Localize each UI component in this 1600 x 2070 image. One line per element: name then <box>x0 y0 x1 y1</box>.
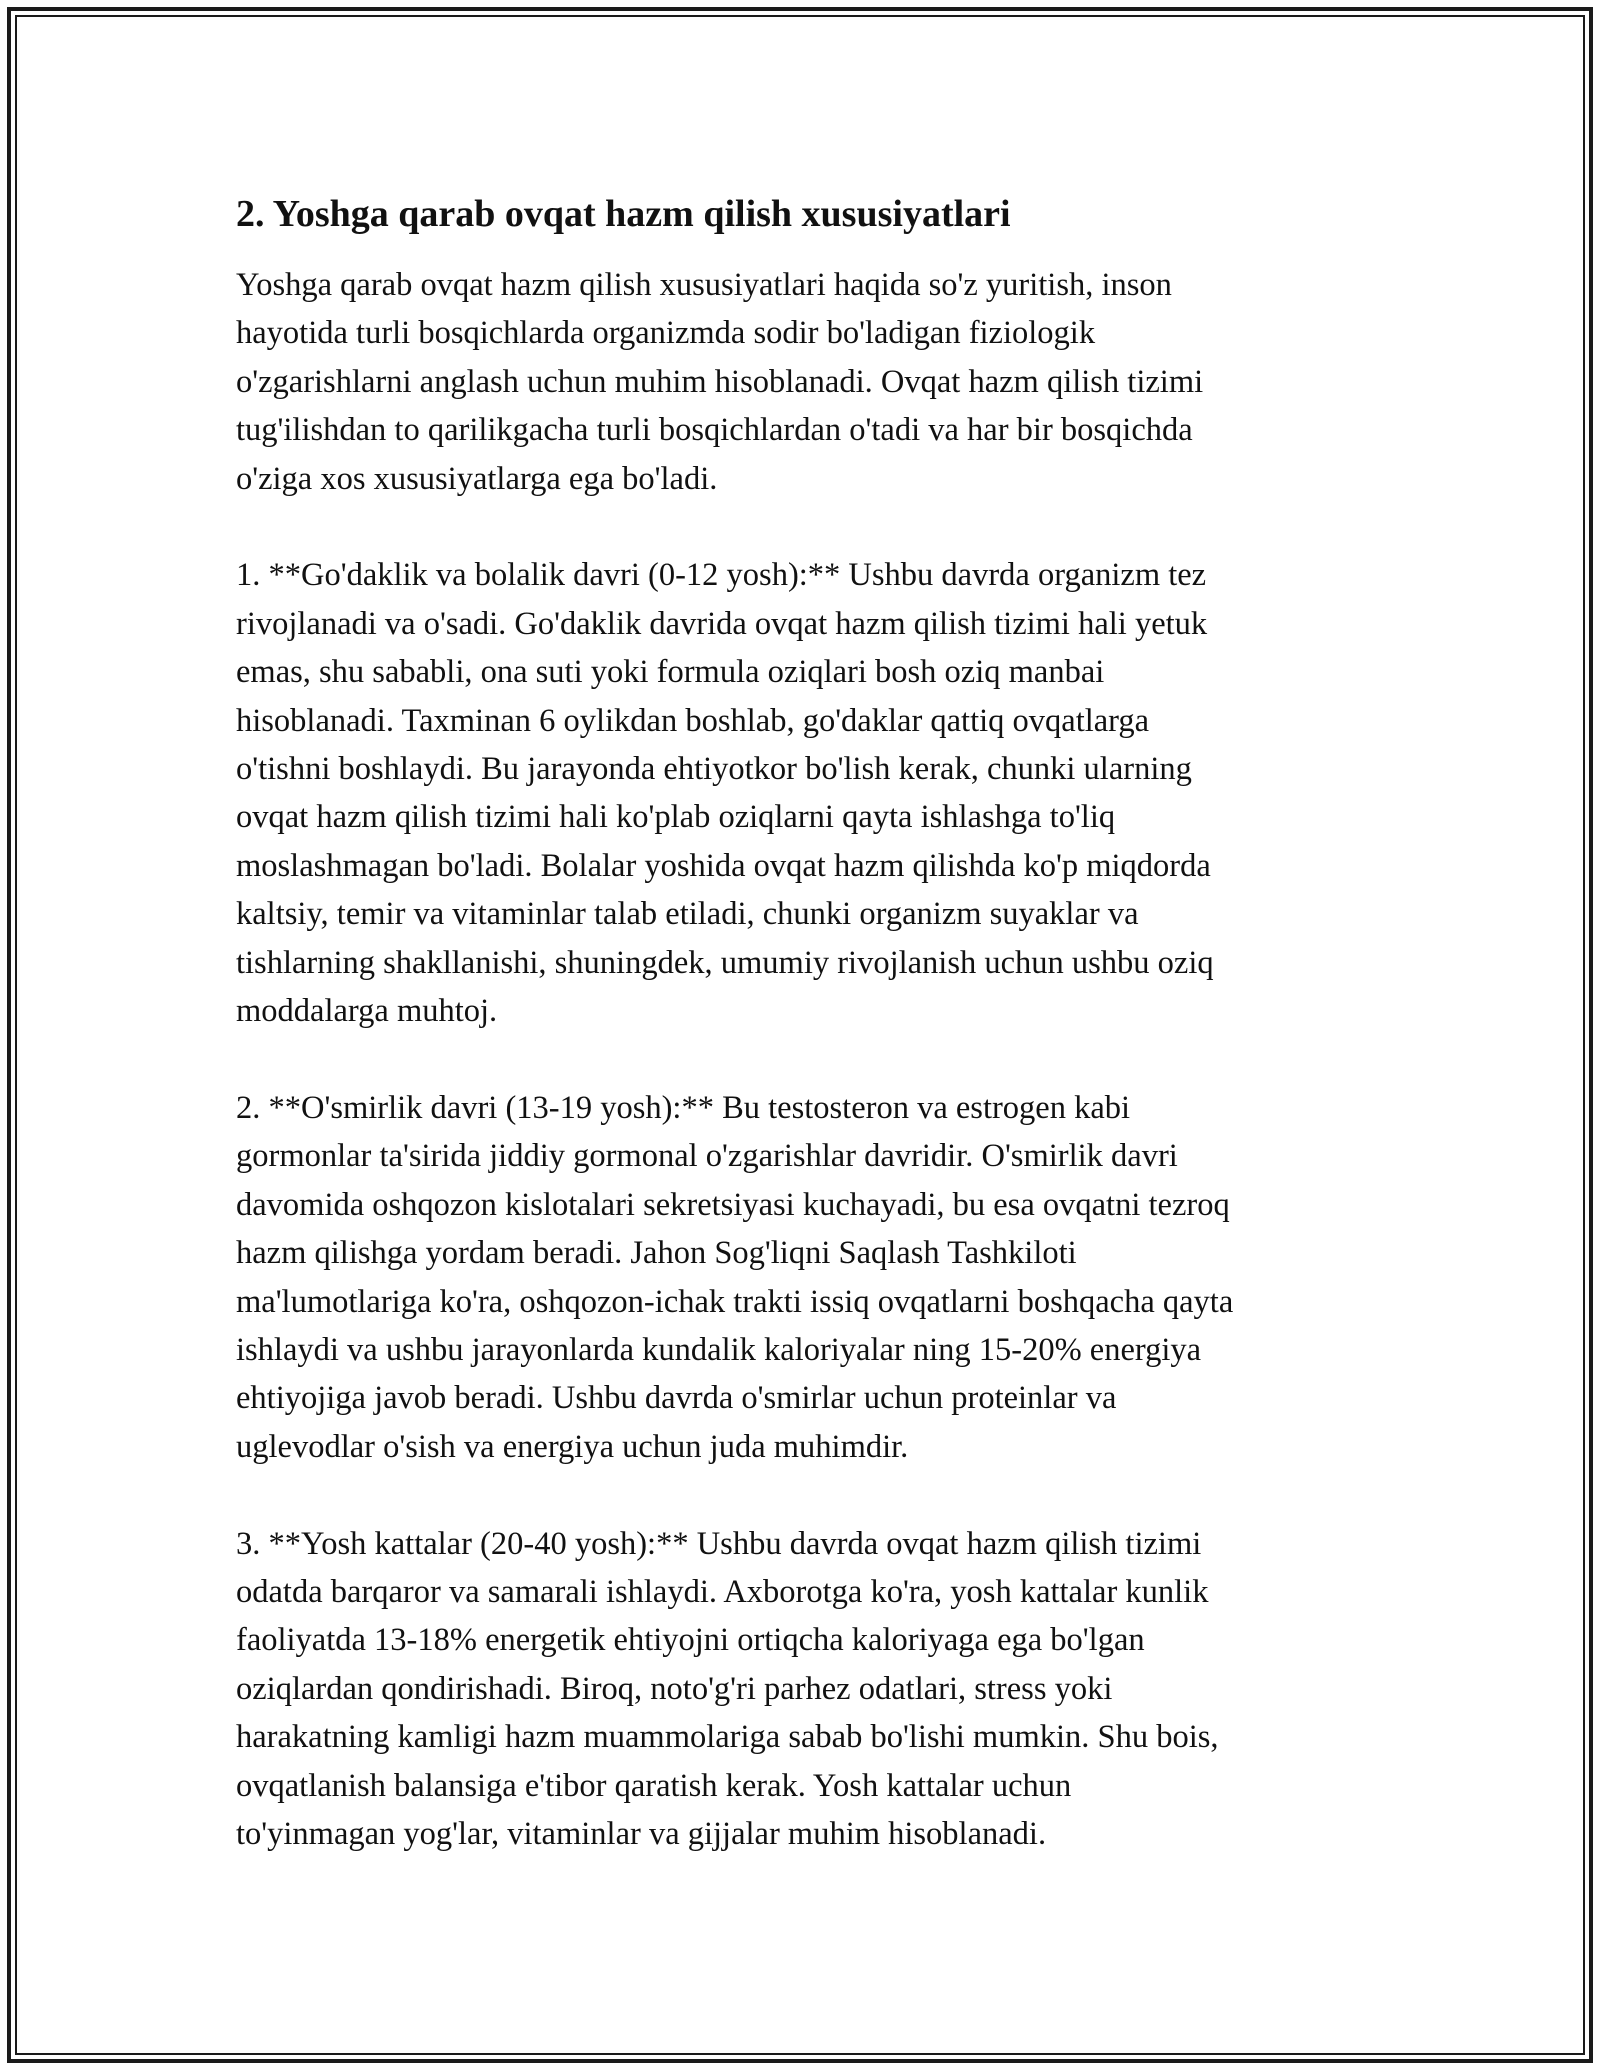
section-heading: 2. Yoshga qarab ovqat hazm qilish xususiyatlari <box>236 193 1011 235</box>
intro-paragraph: Yoshga qarab ovqat hazm qilish xususiyatlari haqida so'z yuritish, inson hayotida turli bosqichlarda organizmda sodir bo'ladigan fiziologik o'zgarishlarni anglash uchun muhim hisoblanadi. Ovqat hazm qilish tizimi tug'ilishdan to qarilikgacha turli bosqichlardan o'tadi va har bir bosqichda o'ziga xos xususiyatlarga ega bo'ladi. <box>236 267 1204 497</box>
list-item-childhood: 1. **Go'daklik va bolalik davri (0-12 yosh):** Ushbu davrda organizm tez rivojlanadi va o'sadi. Go'daklik davrida ovqat hazm qilish tizimi hali yetuk emas, shu sababli, ona suti yoki formula oziqlari bosh oziq manbai hisoblanadi. Taxminan 6 oylikdan boshlab, go'daklar qattiq ovqatlarga o'tishni boshlaydi. Bu jarayonda ehtiyotkor bo'lish kerak, chunki ularning ovqat hazm qilish tizimi hali ko'plab oziqlarni qayta ishlashga to'liq moslashmagan bo'ladi. Bolalar yoshida ovqat hazm qilishda ko'p miqdorda kaltsiy, temir va vitaminlar talab etiladi, chunki organizm suyaklar va tishlarning shakllanishi, shuningdek, umumiy rivojlanish uchun ushbu oziq moddalarga muhtoj. <box>236 557 1214 1030</box>
document-body <box>236 188 1366 1858</box>
list-item-adolescence: 2. **O'smirlik davri (13-19 yosh):** Bu testosteron va estrogen kabi gormonlar ta'sirida jiddiy gormonal o'zgarishlar davridir. O'smirlik davri davomida oshqozon kislotalari sekretsiyasi kuchayadi, bu esa ovqatni tezroq hazm qilishga yordam beradi. Jahon Sog'liqni Saqlash Tashkiloti ma'lumotlariga ko'ra, oshqozon-ichak trakti issiq ovqatlarni boshqacha qayta ishlaydi va ushbu jarayonlarda kundalik kaloriyalar ning 15-20% energiya ehtiyojiga javob beradi. Ushbu davrda o'smirlar uchun proteinlar va uglevodlar o'sish va energiya uchun juda muhimdir. <box>236 1089 1234 1465</box>
list-item-young-adults: 3. **Yosh kattalar (20-40 yosh):** Ushbu davrda ovqat hazm qilish tizimi odatda barqaror va samarali ishlaydi. Axborotga ko'ra, yosh kattalar kunlik faoliyatda 13-18% energetik ehtiyojni ortiqcha kaloriyaga ega bo'lgan oziqlardan qondirishadi. Biroq, noto'g'ri parhez odatlari, stress yoki harakatning kamligi hazm muammolariga sabab bo'lishi mumkin. Shu bois, ovqatlanish balansiga e'tibor qaratish kerak. Yosh kattalar uchun to'yinmagan yog'lar, vitaminlar va gijjalar muhim hisoblanadi. <box>236 1525 1219 1852</box>
